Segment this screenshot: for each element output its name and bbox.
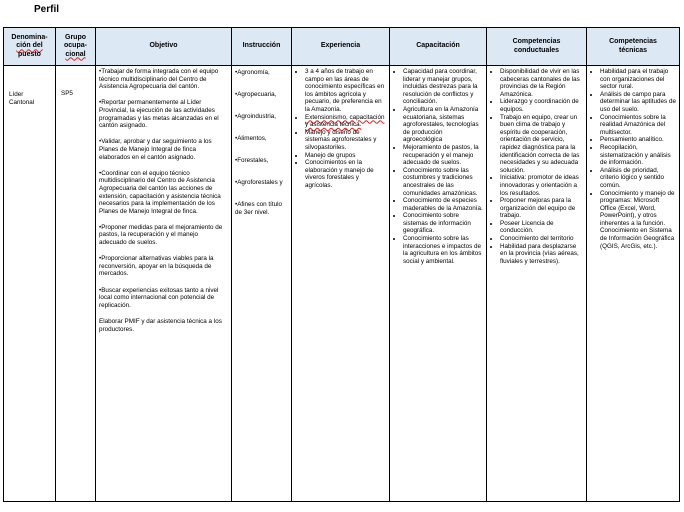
header-competencias-tecnicas: Competencias técnicas (587, 28, 680, 66)
header-denominacion: Denomina- ción del puesto (4, 28, 56, 66)
list-item: • Liderazgo y coordinación de equipos. (500, 98, 583, 113)
list-item: • Pensamiento analítico. (600, 136, 676, 144)
header-objetivo: Objetivo (96, 28, 232, 66)
cell-denominacion: Líder Cantonal (4, 66, 56, 502)
list-item: • Conocimientos en la elaboración y manejo de viveros forestales y agrícolas. (305, 159, 386, 189)
profile-table (3, 27, 680, 502)
objetivo-item: •Buscar experiencias exitosas tanto a nivel local como internacional con potencial de replicación. (99, 286, 219, 309)
list-item: • Trabajo en equipo, crear un buen clima de trabajo y espíritu de cooperación, orientación de servicio, rapidez diagnóstica para la identificación correcta de las necesidades y su adecuada solución. (500, 114, 583, 175)
cell-grupo: SP5 (56, 66, 96, 502)
list-item: • 3 a 4 años de trabajo en campo en las áreas de conocimiento específicas en los ámbitos agrícola y pecuario, de preferencia en la Amazonía. (305, 68, 386, 114)
objetivo-item: •Proporcionar alternativas viables para la reconversión, apoyar en la búsqueda de mercados. (99, 255, 214, 278)
cell-objetivo (96, 66, 232, 502)
list-item: • Manejo y diseño de sistemas agroforestales y silvopastoriles. (305, 129, 386, 152)
instruccion-item: •Agropecuaria, (235, 90, 277, 98)
list-item: • Iniciativa: promotor de ideas innovadoras y orientación a los resultados. (500, 174, 583, 197)
instruccion-item: •Forestales, (235, 156, 269, 164)
objetivo-item: •Validar, aprobar y dar seguimiento a los Planes de Manejo Integral de finca elaborados en el cantón asignado. (99, 138, 212, 161)
list-item: • Conocimiento sobre sistemas de información geográfica. (403, 212, 483, 235)
list-item: • Análisis de campo para determinar las aptitudes de uso del suelo. (600, 91, 676, 114)
cell-experiencia (292, 66, 390, 502)
objetivo-item: •Trabajar de forma integrada con el equipo técnico multidisciplinario del Centro de Asistencia Agropecuaria del cantón. (99, 68, 219, 91)
header-capacitacion: Capacitación (390, 28, 487, 66)
header-experiencia: Experiencia (292, 28, 390, 66)
conductuales-list (487, 66, 586, 265)
page-title: Perfil (34, 4, 60, 15)
instruccion-item: •Agronomía, (235, 69, 270, 76)
list-item: • Conocimiento sobre las interacciones e impactos de la agricultura en los ámbitos social y ambiental. (403, 235, 483, 265)
list-item: • Habilidad para el trabajo con organizaciones del sector rural. (600, 68, 676, 91)
list-item: • Conocimiento del territorio (500, 235, 583, 243)
list-item: • Conocimiento y manejo de programas: Microsoft Office (Excel, Word, PowerPoint), y otros inherentes a la función. Conocimiento en Sistema de Información Geográfica (QGIS, ArcGis, etc.). (600, 190, 676, 251)
header-instruccion: Instrucción (232, 28, 292, 66)
list-item: • Habilidad para desplazarse en la provincia (vías aéreas, fluviales y terrestres). (500, 243, 583, 266)
list-item: • Manejo de grupos (305, 152, 386, 160)
list-item (305, 114, 386, 129)
list-item: • Proponer mejoras para la organización del equipo de trabajo. (500, 197, 583, 220)
list-item: • Poseer Licencia de conducción. (500, 220, 583, 235)
instruccion-item: •Agroindustria, (235, 112, 277, 120)
objetivo-item: •Proponer medidas para el mejoramiento de pastos, la recuperación y el manejo adecuado de suelos. (99, 223, 223, 247)
instruccion-item: •Afines con título de 3er nivel. (235, 200, 283, 216)
list-item: • Agricultura en la Amazonía ecuatoriana, sistemas agroforestales, tecnologías de producción agroecológica (403, 106, 483, 144)
cell-capacitacion (390, 66, 487, 502)
list-item: • Mejoramiento de pastos, la recuperación y el manejo adecuado de suelos. (403, 144, 483, 167)
cell-competencias-tecnicas (587, 66, 680, 502)
list-item: • Conocimientos sobre la realidad Amazónica del multisector. (600, 114, 676, 137)
list-item: • Análisis de prioridad, criterio lógico y sentido común. (600, 167, 676, 190)
instruccion-item: •Alimentos, (235, 134, 267, 142)
cell-competencias-conductuales (487, 66, 587, 502)
header-competencias-conductuales: Competencias conductuales (487, 28, 587, 66)
cell-instruccion (232, 66, 292, 502)
list-item: • Conocimiento de especies maderables de la Amazonía. (403, 197, 483, 212)
experiencia-list (292, 66, 389, 190)
instruccion-item: •Agroforestales y (235, 178, 283, 186)
table-row (4, 66, 680, 502)
capacitacion-list (390, 66, 486, 265)
objetivo-item: •Reportar permanentemente al Líder Provincial, la ejecución de las actividades programadas y las metas alcanzadas en el cantón asignado. (99, 99, 219, 130)
list-item: • Disponibilidad de vivir en las cabeceras cantonales de las provincias de la Región Amazónica. (500, 68, 583, 98)
list-item: • Conocimiento sobre las costumbres y tradiciones ancestrales de las comunidades amazónicas. (403, 167, 483, 197)
objetivo-item: •Coordinar con el equipo técnico multidisciplinario del Centro de Asistencia Agropecuaria del cantón las acciones de extensión, capacitación y asistencia técnica necesarios para la implementación de los Planes de Manejo Integral de finca. (99, 169, 221, 215)
list-item: • Recopilación, sistematización y análisis de información. (600, 144, 676, 167)
tecnicas-list (587, 66, 679, 250)
header-grupo-ocupacional: Grupo ocupa- cional (56, 28, 96, 66)
header-row (4, 28, 680, 66)
list-item-text: Extensionismo, capacitación y asistencia técnica. (305, 113, 385, 129)
objetivo-item: Elaborar PMIF y dar asistencia técnica a los productores. (99, 318, 222, 333)
list-item: • Capacidad para coordinar, liderar y manejar grupos, incluidas destrezas para la resolución de conflictos y conciliación. (403, 68, 483, 106)
